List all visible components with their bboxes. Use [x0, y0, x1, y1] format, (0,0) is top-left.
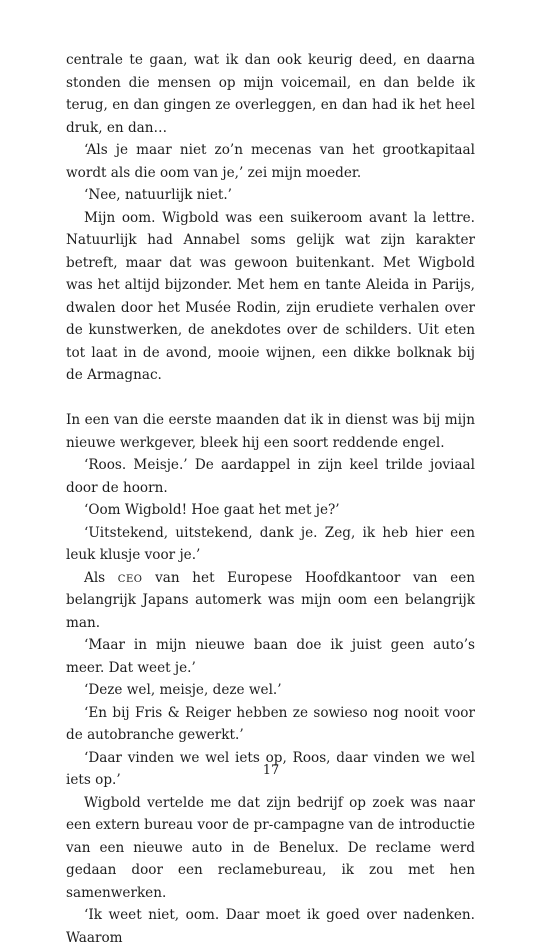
paragraph: ‘En bij Fris & Reiger hebben ze sowieso nog nooit voor de autobranche gewerkt.’ [66, 704, 475, 743]
book-page-text [66, 49, 475, 949]
paragraph: ‘Maar in mijn nieuwe baan doe ik juist geen auto’s meer. Dat weet je.’ [66, 637, 475, 676]
paragraph: ‘Roos. Meisje.’ De aardappel in zijn keel trilde joviaal door de hoorn. [66, 457, 475, 496]
paragraph: ‘Nee, natuurlijk niet.’ [84, 187, 232, 203]
paragraph: ‘Oom Wigbold! Hoe gaat het met je?’ [84, 502, 340, 518]
paragraph: In een van die eerste maanden dat ik in dienst was bij mijn nieuwe werkgever, bleek hij een soort reddende engel. [66, 412, 475, 451]
page-number: 17 [262, 763, 280, 778]
paragraph: ‘Deze wel, meisje, deze wel.’ [84, 682, 282, 698]
paragraph-text: van het Europese Hoofdkantoor van een belangrijk Japans automerk was mijn oom een belangrijk man. [66, 569, 476, 631]
paragraph: ‘Uitstekend, uitstekend, dank je. Zeg, ik heb hier een leuk klusje voor je.’ [66, 524, 475, 563]
paragraph: Mijn oom. Wigbold was een suikeroom avant la lettre. Natuurlijk had Annabel soms gelijk wat zijn karakter betreft, maar dat was gewoon buitenkant. Met Wigbold was het altijd bijzonder. Met hem en tante Aleida in Parijs, dwalen door het Musée Rodin, zijn erudiete verhalen over de kunstwerken, de anekdotes over de schilders. Uit eten tot laat in de avond, mooie wijnen, een dikke bolknak bij de Armagnac. [66, 209, 475, 383]
paragraph [66, 567, 475, 635]
small-caps-abbreviation: ceo [117, 569, 143, 586]
paragraph: ‘Als je maar niet zo’n mecenas van het grootkapitaal wordt als die oom van je,’ zei mijn moeder. [66, 142, 475, 181]
paragraph: ‘Ik weet niet, oom. Daar moet ik goed over nadenken. Waarom [66, 907, 475, 946]
paragraph: ‘Daar vinden we wel iets op, Roos, daar vinden we wel iets op.’ [66, 749, 475, 788]
paragraph-lead-text: Als [84, 569, 118, 586]
paragraph: centrale te gaan, wat ik dan ook keurig deed, en daarna stonden die mensen op mijn voicemail, en dan belde ik terug, en dan gingen ze overleggen, en dan had ik het heel druk, en dan… [66, 52, 475, 136]
paragraph: Wigbold vertelde me dat zijn bedrijf op zoek was naar een extern bureau voor de pr-campagne van de introductie van een nieuwe auto in de Benelux. De reclame werd gedaan door een reclamebureau, ik zou met hen samenwerken. [66, 794, 475, 901]
